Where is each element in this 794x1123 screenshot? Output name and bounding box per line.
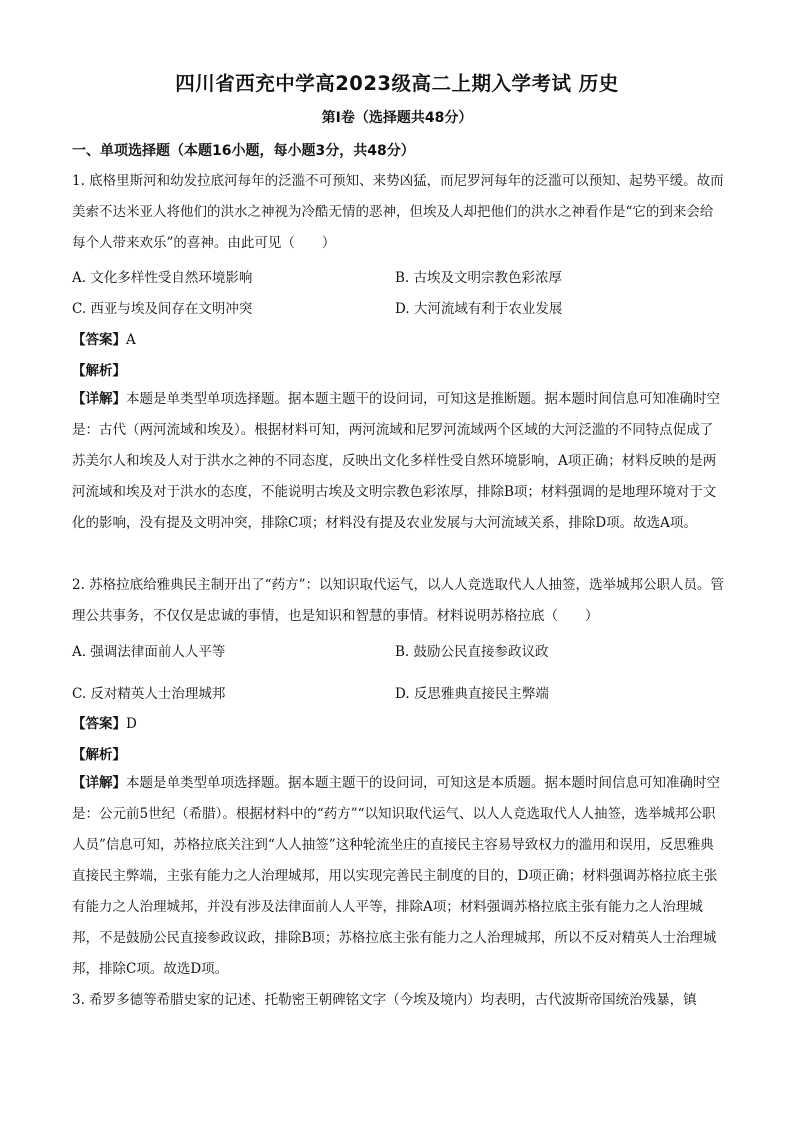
analysis-label: 【解析】	[72, 747, 126, 763]
q1-detail	[72, 384, 724, 539]
section-heading: 一、单项选择题（本题16小题，每小题3分，共48分）	[72, 143, 415, 159]
q2-option-a: A. 强调法律面前人人平等	[72, 644, 226, 660]
q2-option-d: D. 反思雅典直接民主弊端	[395, 686, 549, 702]
analysis-label: 【解析】	[72, 363, 126, 379]
q1-answer	[72, 328, 136, 348]
q2-option-c: C. 反对精英人士治理城邦	[72, 686, 226, 702]
answer-label: 【答案】	[72, 716, 126, 732]
question-2-stem: 2. 苏格拉底给雅典民主制开出了“药方”：以知识取代运气，以人人竞选取代人人抽签，选举城邦公职人员。管理公共事务，不仅仅是忠诚的事情，也是知识和智慧的事情。材料说明苏格拉底（ ）	[72, 577, 724, 624]
exam-title: 四川省西充中学高2023级高二上期入学考试 历史	[175, 72, 619, 95]
detail-label: 【详解】	[72, 391, 126, 407]
q1-option-c: C. 西亚与埃及间存在文明冲突	[72, 301, 253, 317]
q2-answer	[72, 712, 137, 732]
answer-value: A	[126, 332, 136, 348]
q2-detail	[72, 768, 724, 985]
detail-text: 本题是单类型单项选择题。据本题主题干的设问词，可知这是推断题。据本题时间信息可知准确时空是：古代（两河流域和埃及）。根据材料可知，两河流域和尼罗河流域两个区域的大河泛滥的不同特点促成了苏美尔人和埃及人对于洪水之神的不同态度，反映出文化多样性受自然环境影响，A项正确；材料反映的是两河流域和埃及对于洪水的态度，不能说明古埃及文明宗教色彩浓厚，排除B项；材料强调的是地理环境对于文化的影响，没有提及文明冲突，排除C项；材料没有提及农业发展与大河流域关系，排除D项。故选A项。	[72, 391, 720, 531]
q2-option-b: B. 鼓励公民直接参政议政	[395, 644, 549, 660]
detail-text: 本题是单类型单项选择题。据本题主题干的设问词，可知这是本质题。据本题时间信息可知准确时空是：公元前5世纪（希腊）。根据材料中的“药方”“以知识取代运气、以人人竞选取代人人抽签，选举城邦公职人员”信息可知，苏格拉底关注到“人人抽签”这种轮流坐庄的直接民主容易导致权力的滥用和误用，反思雅典直接民主弊端，主张有能力之人治理城邦，用以实现完善民主制度的目的，D项正确；材料强调苏格拉底主张有能力之人治理城邦，并没有涉及法律面前人人平等，排除A项；材料强调苏格拉底主张有能力之人治理城邦，不是鼓励公民直接参政议政，排除B项；苏格拉底主张有能力之人治理城邦，所以不反对精英人士治理城邦，排除C项。故选D项。	[72, 775, 720, 977]
question-3-stem: 3. 希罗多德等希腊史家的记述、托勒密王朝碑铭文字（今埃及境内）均表明，古代波斯帝国统治残暴，镇	[72, 992, 697, 1008]
q1-option-b: B. 古埃及文明宗教色彩浓厚	[395, 270, 563, 286]
detail-label: 【详解】	[72, 775, 126, 791]
answer-value: D	[126, 716, 137, 732]
q2-analysis-label	[72, 743, 126, 763]
question-1-stem: 1. 底格里斯河和幼发拉底河每年的泛滥不可预知、来势凶猛，而尼罗河每年的泛滥可以预知、起势平缓。故而美索不达米亚人将他们的洪水之神视为冷酷无情的恶神，但埃及人却把他们的洪水之神看作是“它的到来会给每个人带来欢乐”的喜神。由此可见（ ）	[72, 173, 724, 251]
exam-subtitle: 第Ⅰ卷（选择题共48分）	[321, 110, 473, 126]
q1-analysis-label	[72, 359, 126, 379]
answer-label: 【答案】	[72, 332, 126, 348]
q1-option-d: D. 大河流域有利于农业发展	[395, 301, 563, 317]
q1-option-a: A. 文化多样性受自然环境影响	[72, 270, 253, 286]
